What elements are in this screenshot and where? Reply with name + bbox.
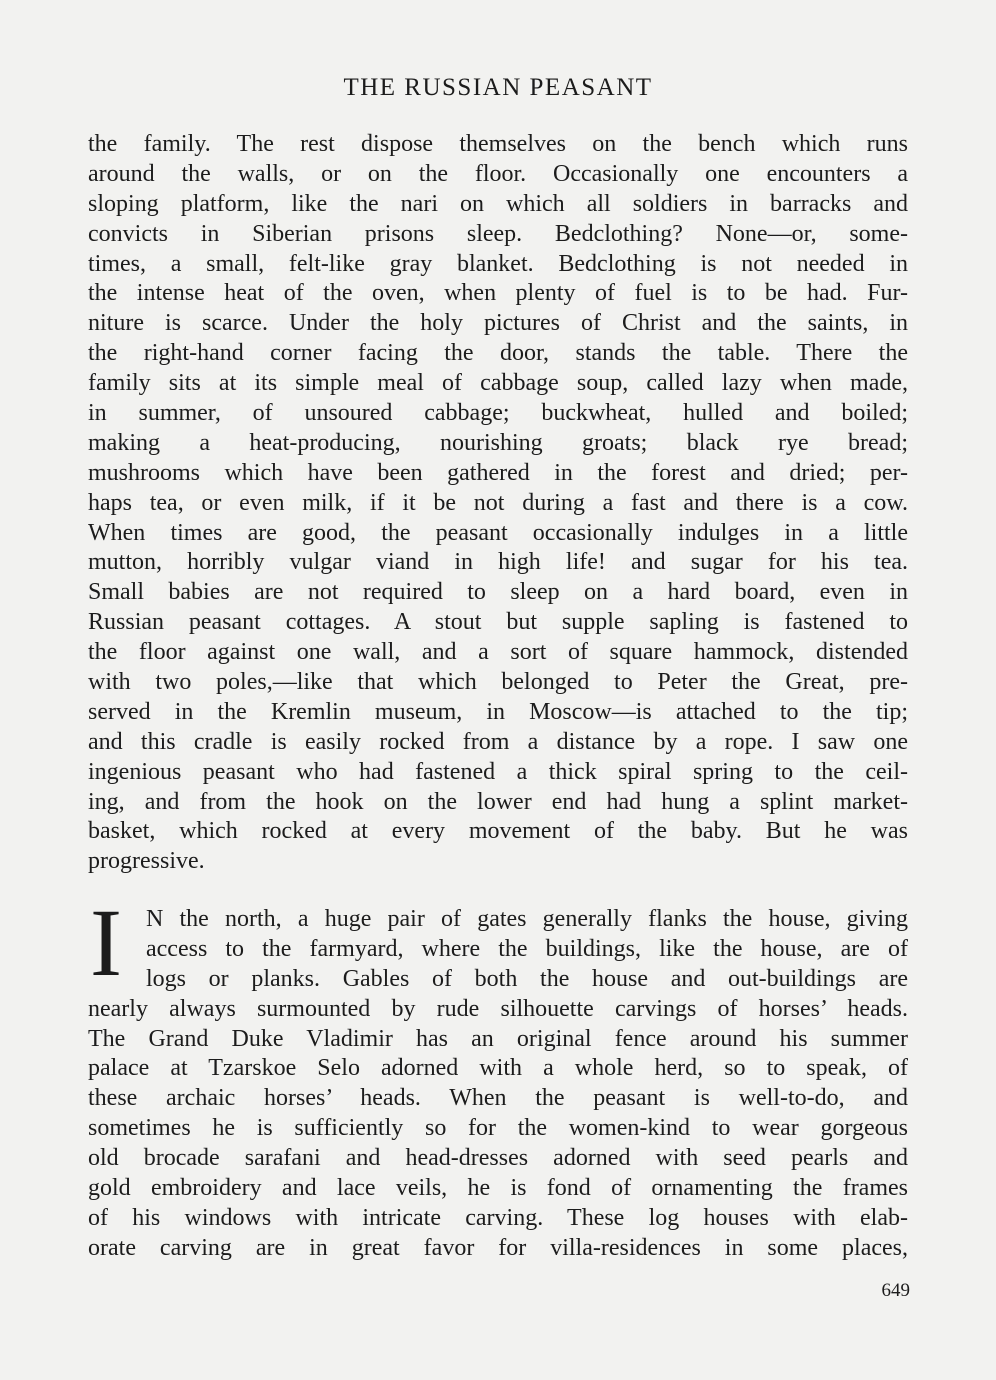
paragraph-1 bbox=[88, 130, 908, 877]
text-line: Russian peasant cottages. A stout but supple sapling is fastened to bbox=[88, 609, 908, 636]
text-line: N the north, a huge pair of gates generally flanks the house, giving bbox=[146, 906, 908, 932]
text-line: orate carving are in great favor for villa-residences in some places, bbox=[88, 1234, 908, 1261]
paragraph-2 bbox=[88, 889, 908, 1264]
text-line: the right-hand corner facing the door, stands the table. There the bbox=[88, 340, 908, 367]
text-line: basket, which rocked at every movement of the baby. But he was bbox=[88, 818, 908, 845]
text-line: The Grand Duke Vladimir has an original fence around his summer bbox=[88, 1025, 908, 1052]
text-line: these archaic horses’ heads. When the peasant is well-to-do, and bbox=[88, 1085, 908, 1112]
text-line: with two poles,—like that which belonged to Peter the Great, pre- bbox=[88, 669, 908, 696]
text-line: haps tea, or even milk, if it be not during a fast and there is a cow. bbox=[88, 489, 908, 516]
text-line: the intense heat of the oven, when plenty of fuel is to be had. Fur- bbox=[88, 280, 908, 307]
text-line: progressive. bbox=[88, 848, 205, 875]
text-line: niture is scarce. Under the holy pictures of Christ and the saints, in bbox=[88, 310, 908, 337]
text-line: When times are good, the peasant occasionally indulges in a little bbox=[88, 519, 908, 546]
text-line: palace at Tzarskoe Selo adorned with a whole herd, so to speak, of bbox=[88, 1055, 908, 1082]
page-number: 649 bbox=[881, 1280, 910, 1301]
text-line: convicts in Siberian prisons sleep. Bedclothing? None—or, some- bbox=[88, 220, 908, 247]
text-line: of his windows with intricate carving. These log houses with elab- bbox=[88, 1204, 908, 1231]
text-line: served in the Kremlin museum, in Moscow—is attached to the tip; bbox=[88, 698, 908, 725]
text-line: mutton, horribly vulgar viand in high life! and sugar for his tea. bbox=[88, 549, 908, 576]
text-line: making a heat-producing, nourishing groats; black rye bread; bbox=[88, 429, 908, 456]
text-line: sometimes he is sufficiently so for the women-kind to wear gorgeous bbox=[88, 1115, 908, 1142]
text-line: family sits at its simple meal of cabbage soup, called lazy when made, bbox=[88, 370, 908, 397]
text-line: access to the farmyard, where the buildings, like the house, are of bbox=[146, 935, 908, 962]
drop-cap: I bbox=[90, 889, 122, 996]
text-line: nearly always surmounted by rude silhouette carvings of horses’ heads. bbox=[88, 995, 908, 1022]
running-title: THE RUSSIAN PEASANT bbox=[343, 74, 653, 101]
text-line: mushrooms which have been gathered in the forest and dried; per- bbox=[88, 459, 908, 486]
text-line: the floor against one wall, and a sort of square hammock, distended bbox=[88, 639, 908, 666]
text-line: sloping platform, like the nari on which all soldiers in barracks and bbox=[88, 190, 908, 217]
text-line: ingenious peasant who had fastened a thick spiral spring to the ceil- bbox=[88, 758, 908, 785]
text-line: gold embroidery and lace veils, he is fond of ornamenting the frames bbox=[88, 1175, 908, 1202]
text-line: the family. The rest dispose themselves on the bench which runs bbox=[88, 131, 908, 157]
text-line: old brocade sarafani and head-dresses adorned with seed pearls and bbox=[88, 1145, 908, 1172]
text-line: Small babies are not required to sleep on a hard board, even in bbox=[88, 579, 908, 606]
text-line: around the walls, or on the floor. Occasionally one encounters a bbox=[88, 160, 908, 187]
text-line: and this cradle is easily rocked from a distance by a rope. I saw one bbox=[88, 728, 908, 755]
text-line: ing, and from the hook on the lower end had hung a splint market- bbox=[88, 788, 908, 815]
text-line: times, a small, felt-like gray blanket. Bedclothing is not needed in bbox=[88, 250, 908, 277]
text-line: logs or planks. Gables of both the house and out-buildings are bbox=[146, 965, 908, 992]
text-line: in summer, of unsoured cabbage; buckwheat, hulled and boiled; bbox=[88, 400, 908, 427]
